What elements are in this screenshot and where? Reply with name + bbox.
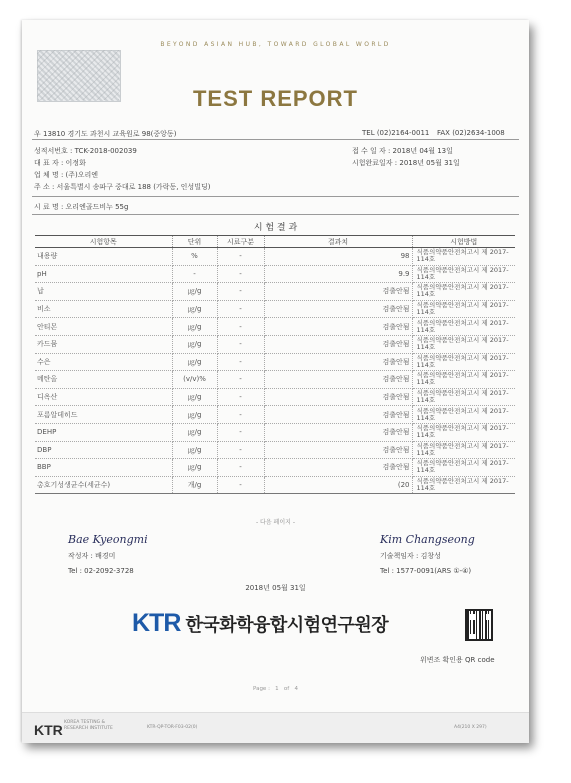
cell-method: 식품의약품안전처고시 제 2017-114호: [412, 265, 515, 283]
cell-method: 식품의약품안전처고시 제 2017-114호: [412, 300, 515, 318]
cell-sample: -: [217, 406, 264, 424]
cell-method: 식품의약품안전처고시 제 2017-114호: [412, 441, 515, 459]
cell-result: 검출안됨: [264, 441, 412, 459]
cell-unit: %: [172, 248, 217, 266]
cell-result: 검출안됨: [264, 371, 412, 389]
page-of: of: [283, 686, 290, 692]
cell-item: DEHP: [35, 423, 172, 441]
cell-unit: (v/v)%: [172, 371, 217, 389]
table-row: [35, 476, 515, 494]
cell-unit: ㎍/g: [172, 300, 217, 318]
cell-result: 검출안됨: [264, 423, 412, 441]
qr-caption: 위변조 확인용 QR code: [420, 656, 495, 664]
table-row: [35, 459, 515, 477]
cell-method: 식품의약품안전처고시 제 2017-114호: [412, 476, 515, 494]
table-row: [35, 441, 515, 459]
report-sheet: [22, 20, 529, 742]
cell-unit: ㎍/g: [172, 283, 217, 301]
page-label: Page :: [253, 686, 270, 692]
cell-sample: -: [217, 318, 264, 336]
institute-signature-line: [132, 609, 388, 638]
sample-divider-bottom: [32, 214, 519, 215]
author-tel: Tel : 02-2092-3728: [68, 567, 134, 575]
cell-sample: -: [217, 476, 264, 494]
cell-result: 검출안됨: [264, 388, 412, 406]
cell-item: 납: [35, 283, 172, 301]
cell-item: 비소: [35, 300, 172, 318]
slogan: BEYOND ASIAN HUB, TOWARD GLOBAL WORLD: [160, 41, 391, 48]
cell-method: 식품의약품안전처고시 제 2017-114호: [412, 388, 515, 406]
col-header-result: 결과치: [264, 236, 412, 248]
company-name: 업 체 명 : (주)오리엔: [34, 171, 99, 179]
cell-result: 검출안됨: [264, 353, 412, 371]
cell-item: 내용량: [35, 248, 172, 266]
table-row: [35, 388, 515, 406]
cell-sample: -: [217, 353, 264, 371]
cell-item: 포름알데히드: [35, 406, 172, 424]
results-table: [35, 235, 515, 494]
manager-signature: Kim Changseong: [380, 533, 475, 546]
cell-result: 검출안됨: [264, 459, 412, 477]
footer-institute-line2: RESEARCH INSTITUTE: [64, 726, 113, 731]
representative: 대 표 자 : 이정화: [34, 159, 86, 167]
footer-doc-code: KTR-QP-TOR-F03-02(0): [147, 725, 198, 730]
cell-sample: -: [217, 423, 264, 441]
cell-item: 카드뮴: [35, 335, 172, 353]
table-row: [35, 318, 515, 336]
table-row: [35, 283, 515, 301]
cell-item: 총호기성생균수(세균수): [35, 476, 172, 494]
cell-sample: -: [217, 371, 264, 389]
cell-unit: ㎍/g: [172, 318, 217, 336]
cell-method: 식품의약품안전처고시 제 2017-114호: [412, 459, 515, 477]
cell-method: 식품의약품안전처고시 제 2017-114호: [412, 353, 515, 371]
cell-unit: ㎍/g: [172, 353, 217, 371]
cell-unit: ㎍/g: [172, 335, 217, 353]
sample-divider-top: [32, 196, 519, 197]
cell-unit: ㎍/g: [172, 423, 217, 441]
report-number: 성적서번호 : TCK-2018-002039: [34, 147, 137, 155]
institute-name: 한국화학융합시험연구원장: [185, 615, 389, 636]
cell-sample: -: [217, 300, 264, 318]
results-title: 시 험 결 과: [253, 223, 298, 233]
sample-name: 시 료 명 : 오리엔골드비누 55g: [34, 203, 129, 211]
institute-address: 우 13810 경기도 과천시 교육원로 98(중앙동): [34, 130, 177, 138]
cell-sample: -: [217, 265, 264, 283]
col-header-sample: 시료구분: [217, 236, 264, 248]
col-header-method: 시험방법: [412, 236, 515, 248]
footer-logo-block: [34, 720, 63, 739]
footer-institute-line1: KOREA TESTING &: [64, 720, 106, 725]
cell-item: 디옥산: [35, 388, 172, 406]
footer-ktr-logo: KTR: [34, 722, 63, 738]
cell-result: 검출안됨: [264, 335, 412, 353]
results-header-row: [35, 236, 515, 248]
completed-date: 시험완료일자 : 2018년 05월 31일: [352, 159, 460, 167]
cell-result: 9.9: [264, 265, 412, 283]
cell-result: 98: [264, 248, 412, 266]
cell-result: 검출안됨: [264, 283, 412, 301]
next-page-note: - 다음 페이지 -: [255, 519, 296, 526]
qr-code: [465, 609, 493, 641]
cell-item: 수은: [35, 353, 172, 371]
cell-result: 검출안됨: [264, 406, 412, 424]
cell-sample: -: [217, 248, 264, 266]
institute-tel: TEL (02)2164-0011: [362, 129, 430, 137]
cell-sample: -: [217, 388, 264, 406]
cell-method: 식품의약품안전처고시 제 2017-114호: [412, 406, 515, 424]
cell-unit: ㎍/g: [172, 441, 217, 459]
table-row: [35, 406, 515, 424]
ktr-logo: KTR: [132, 609, 181, 637]
cell-sample: -: [217, 459, 264, 477]
cell-method: 식품의약품안전처고시 제 2017-114호: [412, 318, 515, 336]
report-title: TEST REPORT: [192, 86, 358, 111]
cell-method: 식품의약품안전처고시 제 2017-114호: [412, 248, 515, 266]
table-row: [35, 423, 515, 441]
cell-item: BBP: [35, 459, 172, 477]
table-row: [35, 300, 515, 318]
author-signature: Bae Kyeongmi: [68, 533, 148, 546]
cell-item: pH: [35, 265, 172, 283]
cell-unit: 개/g: [172, 476, 217, 494]
page-total: 4: [294, 686, 298, 692]
footer-paper-size: A4(210 X 297): [454, 725, 487, 730]
cell-item: 안티몬: [35, 318, 172, 336]
manager-name: 기술책임자 : 김창성: [380, 552, 441, 560]
col-header-item: 시험항목: [35, 236, 172, 248]
footer-bar: [22, 712, 529, 743]
page-current: 1: [275, 686, 279, 692]
col-header-unit: 단위: [172, 236, 217, 248]
table-row: [35, 335, 515, 353]
table-row: [35, 265, 515, 283]
company-address: 주 소 : 서울특별시 송파구 중대로 188 (가락동, 인성빌딩): [34, 183, 211, 191]
cell-result: (20: [264, 476, 412, 494]
cell-method: 식품의약품안전처고시 제 2017-114호: [412, 283, 515, 301]
institute-fax: FAX (02)2634-1008: [437, 129, 505, 137]
cell-sample: -: [217, 441, 264, 459]
table-row: [35, 248, 515, 266]
received-date: 접 수 일 자 : 2018년 04월 13일: [352, 147, 453, 155]
cell-result: 검출안됨: [264, 300, 412, 318]
cell-item: DBP: [35, 441, 172, 459]
cell-method: 식품의약품안전처고시 제 2017-114호: [412, 371, 515, 389]
cell-unit: ㎍/g: [172, 459, 217, 477]
header-divider: [32, 139, 519, 140]
table-row: [35, 353, 515, 371]
manager-tel: Tel : 1577-0091(ARS ①-④): [380, 567, 472, 575]
cell-unit: ㎍/g: [172, 388, 217, 406]
cell-sample: -: [217, 283, 264, 301]
page-indicator: [22, 686, 529, 692]
cell-item: 메탄올: [35, 371, 172, 389]
cell-method: 식품의약품안전처고시 제 2017-114호: [412, 423, 515, 441]
cell-unit: ㎍/g: [172, 406, 217, 424]
cell-unit: -: [172, 265, 217, 283]
author-name: 작성자 : 배경미: [68, 552, 116, 560]
cell-sample: -: [217, 335, 264, 353]
cell-result: 검출안됨: [264, 318, 412, 336]
cell-method: 식품의약품안전처고시 제 2017-114호: [412, 335, 515, 353]
issue-date: 2018년 05월 31일: [245, 584, 306, 592]
table-row: [35, 371, 515, 389]
